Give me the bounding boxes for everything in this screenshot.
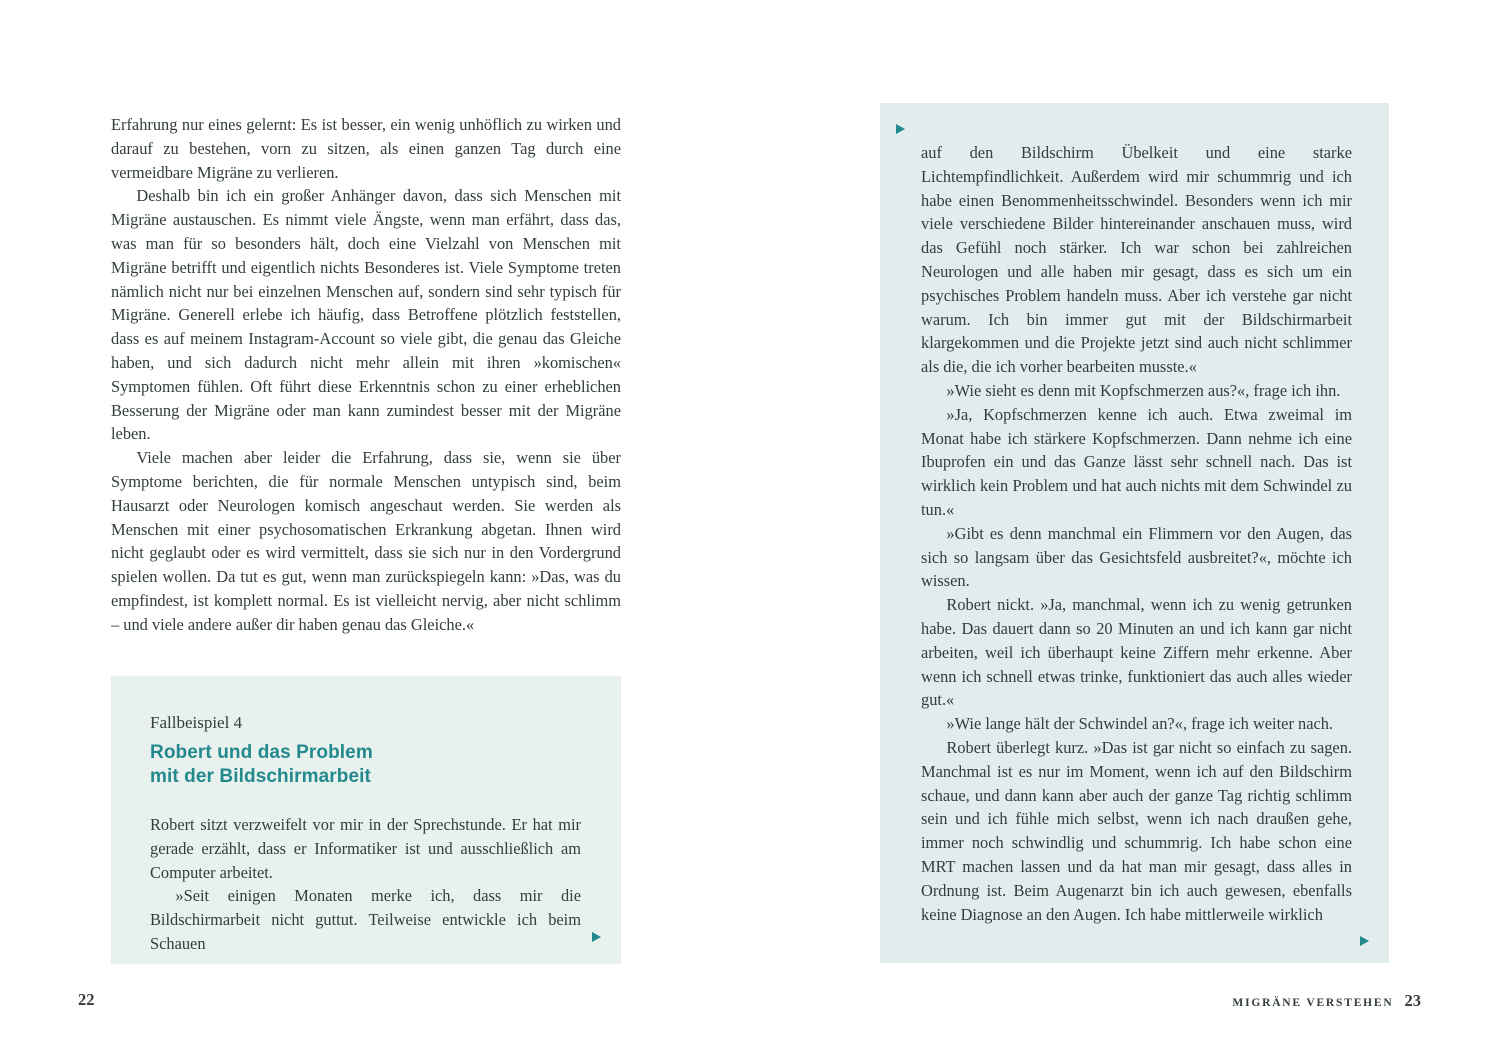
case-study-box [111, 676, 621, 964]
case-study-continuation-box [880, 103, 1389, 963]
case-study-title [150, 741, 581, 789]
paragraph: Robert sitzt verzweifelt vor mir in der Sprechstunde. Er hat mir gerade erzählt, dass er Informatiker ist und ausschließlich am Computer arbeitet. [150, 815, 581, 882]
case-study-title-line2: mit der Bildschirmarbeit [150, 766, 371, 787]
paragraph: »Ja, Kopfschmerzen kenne ich auch. Etwa zweimal im Monat habe ich stärkere Kopfschmerzen. Dann nehme ich eine Ibuprofen ein und das Ganze lässt sehr schnell nach. Das ist wirklich kein Problem und hat auch nichts mit dem Schwindel zu tun.« [921, 404, 1352, 519]
case-study-title-line1: Robert und das Problem [150, 742, 373, 763]
continuation-arrow-icon [896, 124, 905, 134]
paragraph: Deshalb bin ich ein großer Anhänger davon, dass sich Menschen mit Migräne austauschen. Es nimmt viele Ängste, wenn man erfährt, dass das, was man für so besonders hält, doch eine Vielzahl von Menschen mit Migräne betrifft und eigentlich nichts Besonderes ist. Viele Symptome treten nämlich nicht nur bei einzelnen Menschen auf, sondern sind sehr typisch für Migräne. Generell erlebe ich häufig, dass Betroffene plötzlich feststellen, dass es auf meinem Instagram-Account so viele gibt, die genau das Gleiche haben, und sich dadurch nicht mehr allein mit ihren »komischen« Symptomen fühlen. Oft führt diese Erkenntnis schon zu einer erheblichen Besserung der Migräne oder man kann zumindest besser mit der Migräne leben. [111, 186, 621, 444]
paragraph: Erfahrung nur eines gelernt: Es ist besser, ein wenig unhöflich zu wirken und darauf zu bestehen, vorn zu sitzen, als einen ganzen Tag durch eine vermeidbare Migräne zu verlieren. [111, 115, 621, 182]
paragraph: Viele machen aber leider die Erfahrung, dass sie, wenn sie über Symptome berichten, die für normale Menschen untypisch sind, beim Hausarzt oder Neurologen komisch angeschaut werden. Sie werden als Menschen mit einer psychosomatischen Erkrankung abgetan. Ihnen wird nicht geglaubt oder es wird vermittelt, dass sie sich nur in den Vordergrund spielen wollen. Da tut es gut, wenn man zurückspiegeln kann: »Das, was du empfindest, ist komplett normal. Es ist vielleicht nervig, aber nicht schlimm – und viele andere außer dir haben genau das Gleiche.« [111, 448, 621, 634]
page-number-left: 22 [78, 990, 95, 1009]
paragraph: Robert nickt. »Ja, manchmal, wenn ich zu wenig getrunken habe. Das dauert dann so 20 Minuten an und ich kann gar nicht arbeiten, weil ich überhaupt keine Ziffern mehr erkenne. Aber wenn ich schnell etwas trinke, funktioniert das auch alles wieder gut.« [921, 595, 1352, 710]
paragraph: »Wie lange hält der Schwindel an?«, frage ich weiter nach. [946, 714, 1334, 734]
left-page-text-column [111, 113, 621, 637]
running-footer: MIGRÄNE VERSTEHEN [1232, 997, 1394, 1009]
page-number-right: 23 [1404, 991, 1421, 1010]
paragraph: »Wie sieht es denn mit Kopfschmerzen aus?«, frage ich ihn. [946, 380, 1341, 400]
right-page-text-column [921, 141, 1352, 926]
paragraph: »Gibt es denn manchmal ein Flimmern vor den Augen, das sich so langsam über das Gesichtsfeld ausbreitet?«, möchte ich wissen. [921, 523, 1352, 591]
case-study-kicker: Fallbeispiel 4 [150, 713, 243, 732]
continuation-arrow-icon [1360, 936, 1369, 946]
footer-right [1232, 991, 1421, 1011]
paragraph: Robert überlegt kurz. »Das ist gar nicht so einfach zu sagen. Manchmal ist es nur im Moment, wenn ich auf den Bildschirm schaue, und dann kann aber auch der ganze Tag richtig schlimm sein und ich fühle mich selbst, wenn ich nach draußen gehe, immer noch schwindlig und schummrig. Ich habe schon eine MRT machen lassen und da hat man mir gesagt, dass alles in Ordnung ist. Beim Augenarzt bin ich auch gewesen, ebenfalls keine Diagnose an den Augen. Ich habe mittlerweile wirklich [921, 737, 1352, 924]
paragraph: »Seit einigen Monaten merke ich, dass mir die Bildschirmarbeit nicht guttut. Teilweise entwickle ich beim Schauen [150, 886, 581, 953]
paragraph: auf den Bildschirm Übelkeit und eine starke Lichtempfindlichkeit. Außerdem wird mir schummrig und ich habe einen Benommenheitsschwindel. Besonders wenn ich mir viele verschiedene Bilder hintereinander anschauen muss, wird das Gefühl noch stärker. Ich war schon bei zahlreichen Neurologen und alle haben mir gesagt, dass es sich um ein psychisches Problem handeln muss. Aber ich verstehe gar nicht warum. Ich bin immer gut mit der Bildschirmarbeit klargekommen und die Projekte jetzt sind auch nicht schlimmer als die, die ich vorher bearbeiten musste.« [921, 143, 1352, 377]
continuation-arrow-icon [592, 932, 601, 942]
case-study-text [150, 813, 581, 956]
